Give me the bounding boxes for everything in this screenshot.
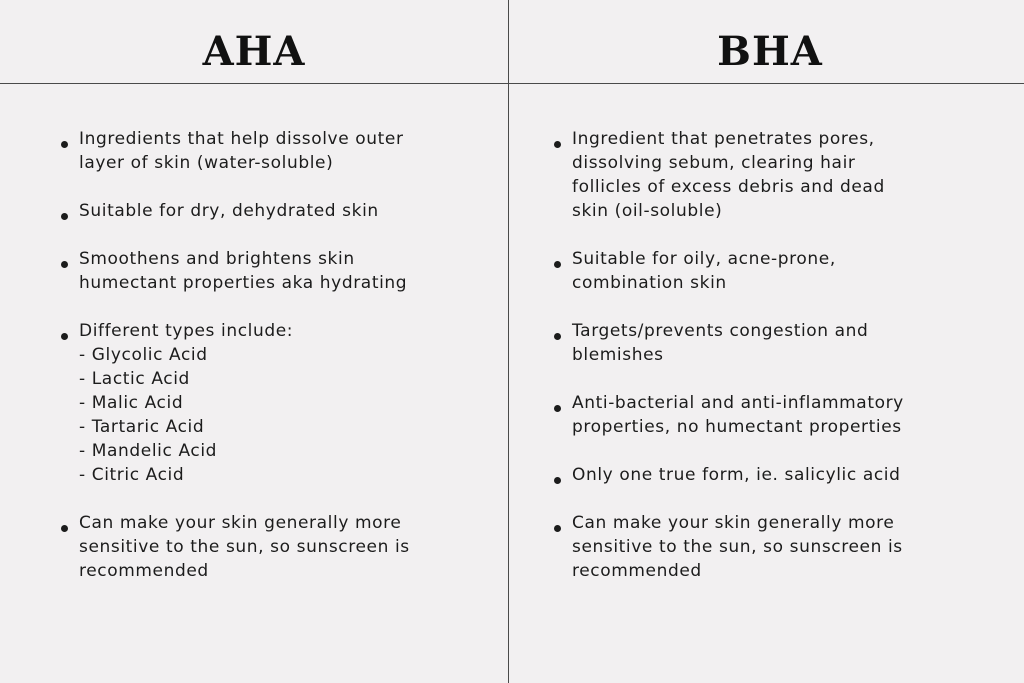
aha-point-1-line-2: layer of skin (water-soluble) xyxy=(79,153,334,173)
aha-point-3-line-1: Smoothens and brightens skin xyxy=(79,249,355,269)
aha-point-2-line-1: Suitable for dry, dehydrated skin xyxy=(79,201,379,221)
aha-point-5-line-2: sensitive to the sun, so sunscreen is xyxy=(79,537,410,557)
bha-point-3-line-1: Targets/prevents congestion and xyxy=(572,321,869,341)
aha-point-3-line-2: humectant properties aka hydrating xyxy=(79,273,408,293)
aha-point-3 xyxy=(79,247,479,295)
aha-point-1-line-1: Ingredients that help dissolve outer xyxy=(79,129,404,149)
aha-acid-type-1: - Glycolic Acid xyxy=(79,345,208,365)
bha-point-5-line-1: Only one true form, ie. salicylic acid xyxy=(572,465,901,485)
header-divider xyxy=(0,83,1024,84)
aha-point-4-line-1: Different types include: xyxy=(79,321,294,341)
aha-acid-type-5: - Mandelic Acid xyxy=(79,441,218,461)
aha-point-1 xyxy=(79,127,479,175)
aha-point-5 xyxy=(79,511,479,583)
bha-point-6-line-1: Can make your skin generally more xyxy=(572,513,895,533)
aha-point-list xyxy=(79,127,479,607)
bha-point-2-line-2: combination skin xyxy=(572,273,727,293)
bha-point-6-line-2: sensitive to the sun, so sunscreen is xyxy=(572,537,903,557)
bha-heading: BHA xyxy=(717,28,823,75)
bha-point-2-line-1: Suitable for oily, acne-prone, xyxy=(572,249,836,269)
aha-point-5-line-1: Can make your skin generally more xyxy=(79,513,402,533)
bha-point-4-line-2: properties, no humectant properties xyxy=(572,417,902,437)
bha-point-6-line-3: recommended xyxy=(572,561,702,581)
bha-point-2 xyxy=(572,247,992,295)
aha-point-2 xyxy=(79,199,479,223)
aha-acid-type-6: - Citric Acid xyxy=(79,465,185,485)
bha-point-6 xyxy=(572,511,992,583)
bha-point-4-line-1: Anti-bacterial and anti-inflammatory xyxy=(572,393,904,413)
aha-acid-type-2: - Lactic Acid xyxy=(79,369,190,389)
bha-point-5 xyxy=(572,463,992,487)
aha-point-5-line-3: recommended xyxy=(79,561,209,581)
bha-point-1-line-2: dissolving sebum, clearing hair xyxy=(572,153,856,173)
bha-point-3 xyxy=(572,319,992,367)
bha-point-list xyxy=(572,127,992,607)
column-divider xyxy=(508,0,509,683)
bha-point-4 xyxy=(572,391,992,439)
bha-point-1-line-4: skin (oil-soluble) xyxy=(572,201,723,221)
aha-acid-type-4: - Tartaric Acid xyxy=(79,417,205,437)
aha-heading: AHA xyxy=(202,28,306,75)
bha-point-3-line-2: blemishes xyxy=(572,345,664,365)
bha-point-1-line-1: Ingredient that penetrates pores, xyxy=(572,129,875,149)
bha-point-1 xyxy=(572,127,992,223)
aha-acid-type-3: - Malic Acid xyxy=(79,393,184,413)
bha-point-1-line-3: follicles of excess debris and dead xyxy=(572,177,885,197)
aha-point-4 xyxy=(79,319,479,487)
